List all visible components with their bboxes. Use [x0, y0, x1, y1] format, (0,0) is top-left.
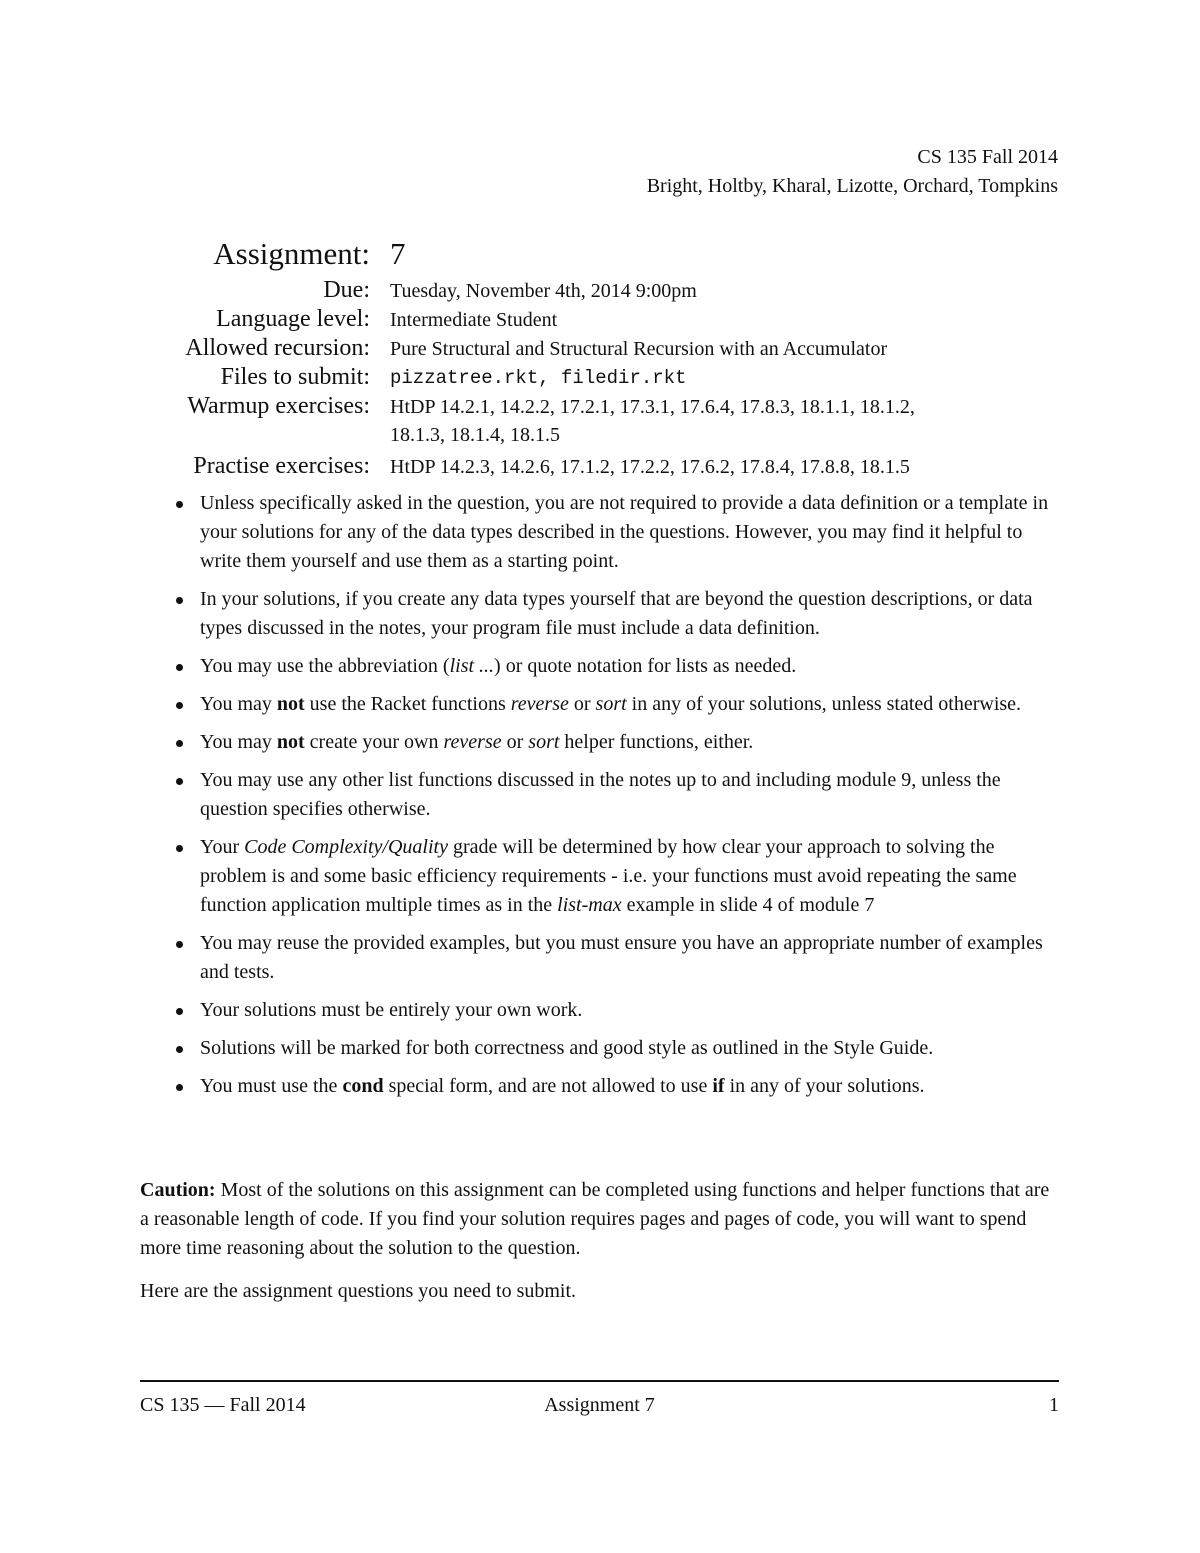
- language-value: Intermediate Student: [390, 309, 558, 331]
- list-item: Solutions will be marked for both correctness and good style as outlined in the Style Guide.: [170, 1034, 1062, 1063]
- assignment-label: Assignment:: [213, 236, 370, 271]
- files-label: Files to submit:: [220, 364, 370, 390]
- assignment-row: [140, 234, 1060, 274]
- closing-paragraph: Here are the assignment questions you need to submit.: [140, 1280, 577, 1302]
- bullet-icon: [176, 740, 183, 747]
- instructor-list: Bright, Holtby, Kharal, Lizotte, Orchard, Tompkins: [646, 175, 1058, 197]
- list-item: Your solutions must be entirely your own work.: [170, 996, 1062, 1025]
- practise-label: Practise exercises:: [193, 453, 370, 479]
- files-value: pizzatree.rkt, filedir.rkt: [390, 367, 687, 389]
- bullet-icon: [176, 845, 183, 852]
- recursion-row: [140, 334, 1060, 363]
- bullet-icon: [176, 597, 183, 604]
- footer-title: Assignment 7: [544, 1394, 655, 1416]
- bullet-icon: [176, 941, 183, 948]
- list-item: You may use any other list functions discussed in the notes up to and including module 9, unless the question specifies otherwise.: [170, 766, 1062, 824]
- assignment-info-table: [140, 234, 1060, 481]
- list-item: Your Code Complexity/Quality grade will be determined by how clear your approach to solving the problem is and some basic efficiency requirements - i.e. your functions must avoid repeating the same function application multiple times as in the list-max example in slide 4 of module 7: [170, 833, 1062, 920]
- bullet-icon: [176, 501, 183, 508]
- warmup-value-line2: 18.1.3, 18.1.4, 18.1.5: [390, 424, 560, 446]
- list-item: You may use the abbreviation (list ...) or quote notation for lists as needed.: [170, 652, 1062, 681]
- list-item: In your solutions, if you create any data types yourself that are beyond the question descriptions, or data types discussed in the notes, your program file must include a data definition.: [170, 585, 1062, 643]
- due-row: [140, 276, 1060, 305]
- course-title: CS 135 Fall 2014: [917, 146, 1058, 168]
- caution-paragraph: [140, 1176, 1062, 1263]
- list-item: Unless specifically asked in the question, you are not required to provide a data definition or a template in your solutions for any of the data types described in the questions. However, you may find it helpful to write them yourself and use them as a starting point.: [170, 489, 1062, 576]
- bullet-icon: [176, 1046, 183, 1053]
- recursion-label: Allowed recursion:: [185, 335, 370, 361]
- files-row: [140, 363, 1060, 392]
- bullet-icon: [176, 1008, 183, 1015]
- list-item: You may not use the Racket functions reverse or sort in any of your solutions, unless stated otherwise.: [170, 690, 1062, 719]
- bullet-icon: [176, 702, 183, 709]
- due-label: Due:: [323, 277, 370, 303]
- language-row: [140, 305, 1060, 334]
- warmup-value: [390, 392, 1060, 449]
- list-item: You may not create your own reverse or sort helper functions, either.: [170, 728, 1062, 757]
- warmup-row: [140, 392, 1060, 449]
- warmup-value-line1: HtDP 14.2.1, 14.2.2, 17.2.1, 17.3.1, 17.6.4, 17.8.3, 18.1.1, 18.1.2,: [390, 396, 915, 418]
- recursion-value: Pure Structural and Structural Recursion with an Accumulator: [390, 338, 888, 360]
- language-label: Language level:: [216, 306, 370, 332]
- instruction-list: [170, 489, 1062, 1110]
- practise-value: HtDP 14.2.3, 14.2.6, 17.1.2, 17.2.2, 17.6.2, 17.8.4, 17.8.8, 18.1.5: [390, 456, 910, 478]
- caution-text: Most of the solutions on this assignment can be completed using functions and helper functions that are a reasonable length of code. If you find your solution requires pages and pages of code, you will want to spend more time reasoning about the solution to the question.: [140, 1179, 1050, 1259]
- bullet-icon: [176, 664, 183, 671]
- assignment-number: 7: [390, 236, 406, 271]
- warmup-label: Warmup exercises:: [187, 393, 370, 419]
- list-item: You must use the cond special form, and are not allowed to use if in any of your solutions.: [170, 1072, 1062, 1101]
- bullet-icon: [176, 1084, 183, 1091]
- practise-row: [140, 452, 1060, 481]
- page-number: 1: [1049, 1394, 1059, 1416]
- footer-course: CS 135 — Fall 2014: [140, 1394, 306, 1416]
- due-value: Tuesday, November 4th, 2014 9:00pm: [390, 280, 697, 302]
- course-header: [647, 143, 1058, 201]
- footer-divider: [140, 1380, 1059, 1382]
- bullet-icon: [176, 778, 183, 785]
- caution-label: Caution:: [140, 1179, 216, 1201]
- list-item: You may reuse the provided examples, but you must ensure you have an appropriate number of examples and tests.: [170, 929, 1062, 987]
